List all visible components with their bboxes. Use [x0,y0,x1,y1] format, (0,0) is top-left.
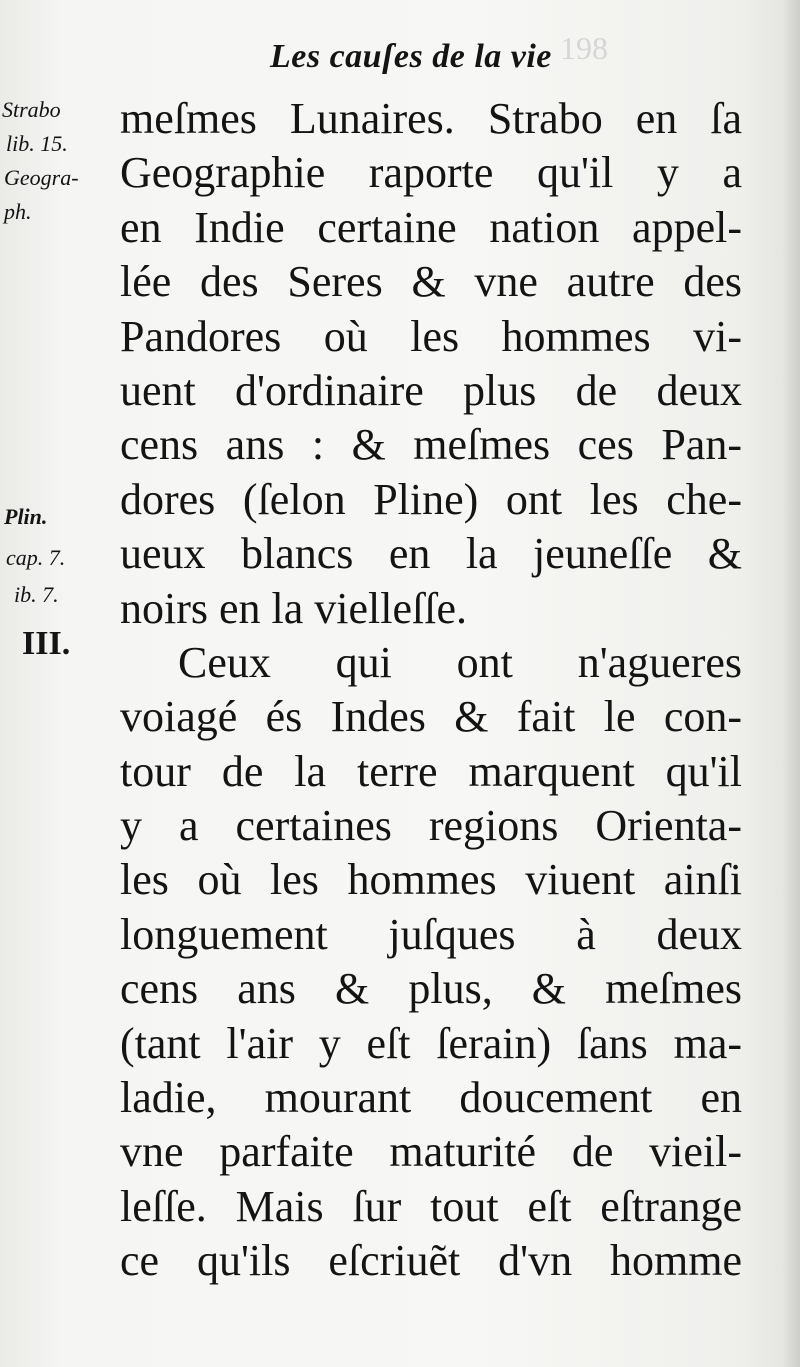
body-text [120,92,742,1289]
margin-note-pline-1: Plin. [4,504,48,529]
text-line: Pandores où les hommes vi- [120,311,742,361]
margin-note-strabo-1: Strabo [2,97,61,122]
margin-note-pline-2: cap. 7. [6,545,66,570]
text-line: uent d'ordinaire plus de deux [120,365,742,415]
text-line: cens ans & plus, & meſmes [120,964,742,1014]
text-line: lée des Seres & vne autre des [120,257,742,307]
text-line: dores (ſelon Pline) ont les che- [120,474,742,524]
bleed-through-page-number: 198 [560,30,608,66]
text-line: Geographie raporte qu'il y a [120,148,742,198]
margin-note-strabo-2: lib. 15. [6,131,68,156]
text-line: y a certaines regions Orienta- [120,801,742,851]
running-head: Les cauſes de la vie [270,38,552,75]
text-line: meſmes Lunaires. Strabo en ſa [120,94,742,143]
margin-note-pline-3: ib. 7. [14,582,59,607]
page-edge-shadow [782,0,800,1367]
text-line: les où les hommes viuent ainſi [120,855,742,905]
section-number: III. [22,625,71,662]
text-line: leſſe. Mais ſur tout eſt eſtrange [120,1181,742,1231]
text-line: cens ans : & meſmes ces Pan- [120,420,742,470]
margin-note-strabo-3: Geogra- [4,165,79,190]
text-line: en Indie certaine nation appel- [120,202,742,252]
text-line: vne parfaite maturité de vieil- [120,1127,742,1177]
text-line: Ceux qui ont n'agueres [178,637,742,687]
margin-note-strabo-4: ph. [4,199,32,224]
text-line: tour de la terre marquent qu'il [120,746,742,796]
text-line: noirs en la vielleſſe. [120,583,467,633]
text-line: ueux blancs en la jeuneſſe & [120,529,742,579]
text-line: ladie, mourant doucement en [120,1073,742,1123]
text-line: longuement juſques à deux [120,909,742,959]
text-line: ce qu'ils eſcriuẽt d'vn homme [120,1236,742,1286]
text-line: voiagé és Indes & fait le con- [120,692,742,742]
text-line: (tant l'air y eſt ſerain) ſans ma- [120,1018,742,1068]
